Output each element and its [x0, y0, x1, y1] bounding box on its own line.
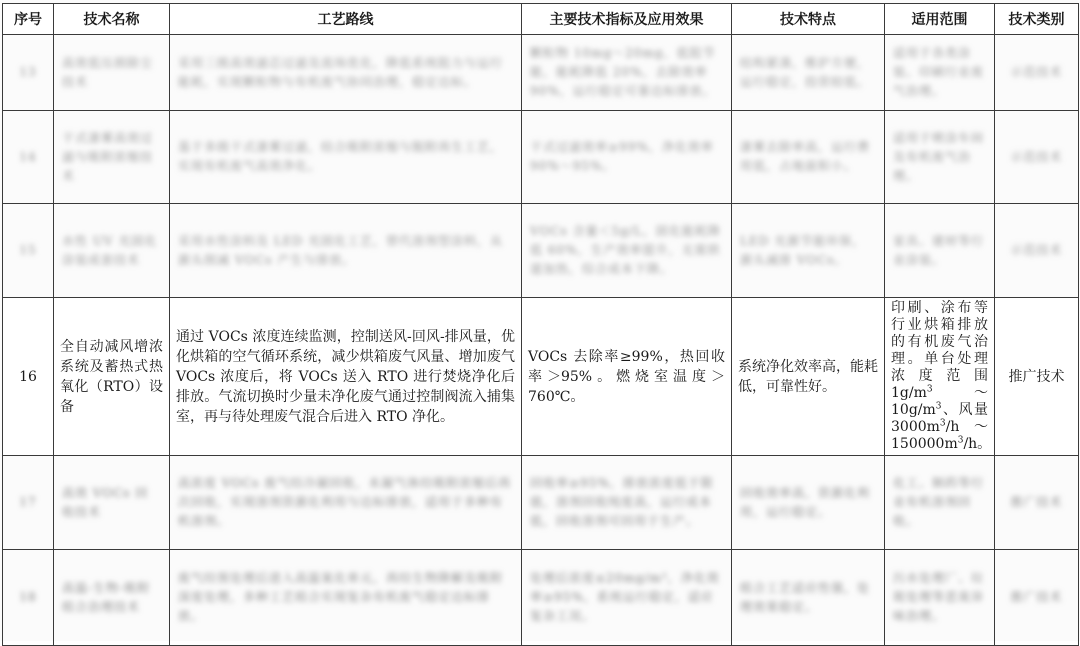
scope-text-2: ～10g/m	[891, 385, 988, 418]
cell-scope: 适用于喷涂车间及有机废气治理。	[885, 111, 995, 204]
cell-features: 结构紧凑，维护方便，运行稳定，投资较低。	[732, 35, 885, 111]
scope-sup-2: 3	[935, 401, 942, 412]
cell-features: 系统净化效率高，能耗低，可靠性好。	[732, 298, 885, 456]
header-indicators: 主要技术指标及应用效果	[522, 4, 732, 35]
scope-text-5: /h。	[963, 436, 992, 452]
cell-category: 推广技术	[995, 550, 1079, 646]
cell-no: 15	[3, 204, 54, 298]
technology-table	[2, 3, 1079, 646]
cell-name: 干式漆雾高效过滤与吸附浓缩技术	[54, 111, 170, 204]
cell-indicators: 干式过滤效率≥99%，净化效率 90%～95%。	[522, 111, 732, 204]
cell-name: 高温-生物-吸附组合治理技术	[54, 550, 170, 646]
cell-scope: 家具、建材等行业涂装。	[885, 204, 995, 298]
cell-route: 采用水性涂料及 LED 光固化工艺，替代溶剂型涂料，从源头削减 VOCs 产生与排放。	[170, 204, 522, 298]
table-header-row	[3, 4, 1079, 35]
header-category: 技术类别	[995, 4, 1079, 35]
cell-category: 推广技术	[995, 456, 1079, 550]
cell-name: 高效 VOCs 回收技术	[54, 456, 170, 550]
cell-route: 废气经预处理后进入高温氧化单元，再经生物降解及吸附深度处理，多种工艺组合实现复杂有机废气稳定达标排放。	[170, 550, 522, 646]
cell-features: 组合工艺适应性强，处理效果稳定。	[732, 550, 885, 646]
cell-route: 高浓度 VOCs 废气经冷凝回收，未凝气体经吸附浓缩后再次回收，实现溶剂资源化利用与达标排放，适用于多种有机溶剂。	[170, 456, 522, 550]
scope-text-4: /h ～150000m	[891, 419, 988, 452]
table-row	[3, 35, 1079, 111]
table-row	[3, 550, 1079, 646]
scope-text-3: 、风量 3000m	[891, 402, 988, 435]
cell-category: 示范技术	[995, 35, 1079, 111]
header-no: 序号	[3, 4, 54, 35]
cell-category: 示范技术	[995, 111, 1079, 204]
cell-name: 全自动减风增浓系统及蓄热式热氧化（RTO）设备	[54, 298, 170, 456]
header-features: 技术特点	[732, 4, 885, 35]
cell-route: 基于多级干式漆雾过滤，结合吸附浓缩与脱附再生工艺，实现有机废气高效净化。	[170, 111, 522, 204]
cell-indicators: 颗粒物 10mg～20mg，低阻节能，能耗降低 20%，去除效率 90%，运行稳定可靠达标排放。	[522, 35, 732, 111]
cell-name: 高效低压损除尘技术	[54, 35, 170, 111]
scope-text-1: 印刷、涂布等行业烘箱排放的有机废气治理。单台处理浓度范围 1g/m	[891, 300, 988, 401]
cell-features: LED 光源节能环保，源头减排 VOCs。	[732, 204, 885, 298]
table-row	[3, 456, 1079, 550]
cell-category: 示范技术	[995, 204, 1079, 298]
cell-features: 回收效率高，资源化利用，运行稳定。	[732, 456, 885, 550]
cell-scope: 适用于各类涂装、印刷行业废气治理。	[885, 35, 995, 111]
scope-sup-3: 3	[939, 418, 946, 429]
cell-name: 水性 UV 光固化涂装成套技术	[54, 204, 170, 298]
cell-indicators: 处理后浓度≤20mg/m³，净化效率≥95%，系统运行稳定，适应复杂工况。	[522, 550, 732, 646]
cell-scope	[885, 298, 995, 456]
cell-scope: 化工、制药等行业有机溶剂回收。	[885, 456, 995, 550]
scope-sup-1: 3	[926, 384, 933, 395]
cell-no: 18	[3, 550, 54, 646]
header-tech-name: 技术名称	[54, 4, 170, 35]
cell-no: 16	[3, 298, 54, 456]
cell-indicators: VOCs 含量＜5g/L，固化能耗降低 60%，生产效率提升，无需烘道加热，综合成本下降。	[522, 204, 732, 298]
table-row-focus	[3, 298, 1079, 456]
cell-route: 通过 VOCs 浓度连续监测，控制送风-回风-排风量，优化烘箱的空气循环系统，减少烘箱废气风量、增加废气 VOCs 浓度后，将 VOCs 送入 RTO 进行焚烧净化后排放。气流切换时少量未净化废气通过控制阀流入捕集室，再与待处理废气混合后进入 RTO 净化。	[170, 298, 522, 456]
cell-indicators: VOCs 去除率≥99%，热回收率＞95%。燃烧室温度＞760℃。	[522, 298, 732, 456]
cell-route: 采用三级高效滤芯过滤及流场优化，降低系统阻力与运行能耗，实现颗粒物与有机废气协同治理，稳定达标。	[170, 35, 522, 111]
cell-no: 17	[3, 456, 54, 550]
cell-features: 漆雾去除率高，运行费用低，占地面积小。	[732, 111, 885, 204]
table-row	[3, 204, 1079, 298]
header-process-route: 工艺路线	[170, 4, 522, 35]
table-row	[3, 111, 1079, 204]
scope-sup-4: 3	[957, 435, 964, 446]
cell-indicators: 回收率≥95%，排放浓度低于限值，溶剂回收纯度高，运行成本低，回收溶剂可回用于生产。	[522, 456, 732, 550]
cell-scope: 污水处理厂、垃圾处理等恶臭异味治理。	[885, 550, 995, 646]
header-scope: 适用范围	[885, 4, 995, 35]
cell-no: 13	[3, 35, 54, 111]
cell-no: 14	[3, 111, 54, 204]
cell-category: 推广技术	[995, 298, 1079, 456]
